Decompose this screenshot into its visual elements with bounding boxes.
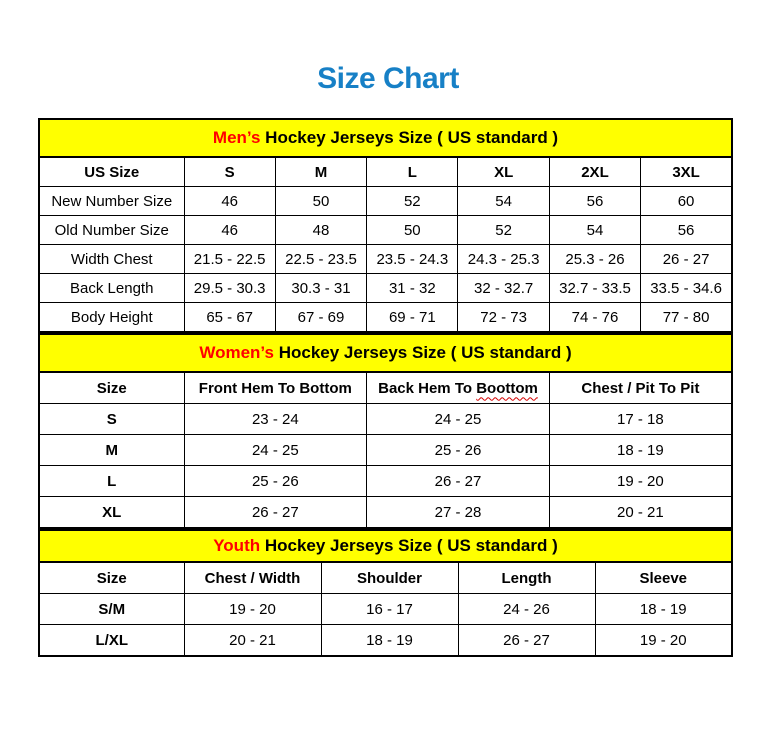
column-header: US Size xyxy=(39,157,184,187)
size-value-cell: 60 xyxy=(641,187,732,216)
size-value-cell: 54 xyxy=(549,216,640,245)
size-value-cell: 29.5 - 30.3 xyxy=(184,274,275,303)
table-row xyxy=(39,435,732,466)
womens-header-row xyxy=(39,372,732,404)
size-value-cell: 54 xyxy=(458,187,549,216)
size-value-cell: 27 - 28 xyxy=(367,497,550,529)
row-label: Width Chest xyxy=(39,245,184,274)
row-label: M xyxy=(39,435,184,466)
size-value-cell: 32 - 32.7 xyxy=(458,274,549,303)
column-header: S xyxy=(184,157,275,187)
size-value-cell: 56 xyxy=(641,216,732,245)
row-label: L xyxy=(39,466,184,497)
size-value-cell: 19 - 20 xyxy=(549,466,732,497)
size-value-cell: 24.3 - 25.3 xyxy=(458,245,549,274)
row-label: XL xyxy=(39,497,184,529)
size-value-cell: 50 xyxy=(275,187,366,216)
table-row xyxy=(39,625,732,657)
size-value-cell: 25 - 26 xyxy=(184,466,367,497)
table-row xyxy=(39,594,732,625)
column-header: Chest / Width xyxy=(184,562,321,594)
table-row xyxy=(39,216,732,245)
column-header: Length xyxy=(458,562,595,594)
column-header: Sleeve xyxy=(595,562,732,594)
size-tables xyxy=(38,118,733,657)
table-row xyxy=(39,404,732,435)
row-label: S xyxy=(39,404,184,435)
size-value-cell: 77 - 80 xyxy=(641,303,732,333)
womens-section-caption xyxy=(39,334,732,372)
size-value-cell: 46 xyxy=(184,216,275,245)
size-value-cell: 46 xyxy=(184,187,275,216)
size-value-cell: 26 - 27 xyxy=(458,625,595,657)
mens-caption-text: Hockey Jerseys Size ( US standard ) xyxy=(260,128,559,147)
size-value-cell: 26 - 27 xyxy=(367,466,550,497)
mens-size-table xyxy=(38,118,733,333)
size-value-cell: 67 - 69 xyxy=(275,303,366,333)
size-value-cell: 30.3 - 31 xyxy=(275,274,366,303)
size-value-cell: 20 - 21 xyxy=(184,625,321,657)
row-label: S/M xyxy=(39,594,184,625)
table-row xyxy=(39,497,732,529)
size-value-cell: 50 xyxy=(367,216,458,245)
misspelled-word: Boottom xyxy=(476,379,538,397)
womens-category-highlight: Women’s xyxy=(199,343,274,362)
column-header: XL xyxy=(458,157,549,187)
size-value-cell: 19 - 20 xyxy=(184,594,321,625)
size-value-cell: 24 - 26 xyxy=(458,594,595,625)
size-value-cell: 18 - 19 xyxy=(549,435,732,466)
column-header: Front Hem To Bottom xyxy=(184,372,367,404)
column-header: 2XL xyxy=(549,157,640,187)
size-value-cell: 26 - 27 xyxy=(641,245,732,274)
youth-header-row xyxy=(39,562,732,594)
size-value-cell: 25 - 26 xyxy=(367,435,550,466)
size-value-cell: 22.5 - 23.5 xyxy=(275,245,366,274)
mens-header-row xyxy=(39,157,732,187)
table-row xyxy=(39,303,732,333)
column-header: M xyxy=(275,157,366,187)
row-label: L/XL xyxy=(39,625,184,657)
size-value-cell: 21.5 - 22.5 xyxy=(184,245,275,274)
mens-caption-row xyxy=(39,119,732,157)
size-value-cell: 65 - 67 xyxy=(184,303,275,333)
column-header: Size xyxy=(39,562,184,594)
size-value-cell: 18 - 19 xyxy=(595,594,732,625)
size-value-cell: 24 - 25 xyxy=(184,435,367,466)
size-value-cell: 69 - 71 xyxy=(367,303,458,333)
page-title: Size Chart xyxy=(317,62,459,95)
size-value-cell: 32.7 - 33.5 xyxy=(549,274,640,303)
column-header: Chest / Pit To Pit xyxy=(549,372,732,404)
size-value-cell: 20 - 21 xyxy=(549,497,732,529)
size-value-cell: 18 - 19 xyxy=(321,625,458,657)
size-value-cell: 74 - 76 xyxy=(549,303,640,333)
size-value-cell: 17 - 18 xyxy=(549,404,732,435)
size-value-cell: 23.5 - 24.3 xyxy=(367,245,458,274)
size-value-cell: 31 - 32 xyxy=(367,274,458,303)
womens-caption-row xyxy=(39,334,732,372)
size-value-cell: 33.5 - 34.6 xyxy=(641,274,732,303)
womens-caption-text: Hockey Jerseys Size ( US standard ) xyxy=(273,343,572,362)
row-label: New Number Size xyxy=(39,187,184,216)
mens-category-highlight: Men’s xyxy=(212,128,261,147)
table-row xyxy=(39,245,732,274)
size-value-cell: 56 xyxy=(549,187,640,216)
row-label: Body Height xyxy=(39,303,184,333)
column-header: 3XL xyxy=(641,157,732,187)
size-value-cell: 25.3 - 26 xyxy=(549,245,640,274)
size-value-cell: 52 xyxy=(367,187,458,216)
size-value-cell: 72 - 73 xyxy=(458,303,549,333)
youth-caption-text: Hockey Jerseys Size ( US standard ) xyxy=(260,536,558,555)
size-value-cell: 52 xyxy=(458,216,549,245)
table-row xyxy=(39,187,732,216)
youth-category-highlight: Youth xyxy=(213,536,261,555)
size-value-cell: 48 xyxy=(275,216,366,245)
column-header: L xyxy=(367,157,458,187)
size-value-cell: 26 - 27 xyxy=(184,497,367,529)
womens-size-table xyxy=(38,333,733,529)
size-chart-page xyxy=(0,62,776,754)
row-label: Old Number Size xyxy=(39,216,184,245)
column-header: Size xyxy=(39,372,184,404)
table-row xyxy=(39,274,732,303)
size-value-cell: 24 - 25 xyxy=(367,404,550,435)
youth-size-table xyxy=(38,529,733,657)
size-value-cell: 16 - 17 xyxy=(321,594,458,625)
column-header: Back Hem To Boottom xyxy=(367,372,550,404)
row-label: Back Length xyxy=(39,274,184,303)
column-header: Shoulder xyxy=(321,562,458,594)
size-value-cell: 19 - 20 xyxy=(595,625,732,657)
mens-section-caption xyxy=(39,119,732,157)
size-value-cell: 23 - 24 xyxy=(184,404,367,435)
table-row xyxy=(39,466,732,497)
youth-caption-row xyxy=(39,530,732,562)
youth-section-caption xyxy=(39,530,732,562)
